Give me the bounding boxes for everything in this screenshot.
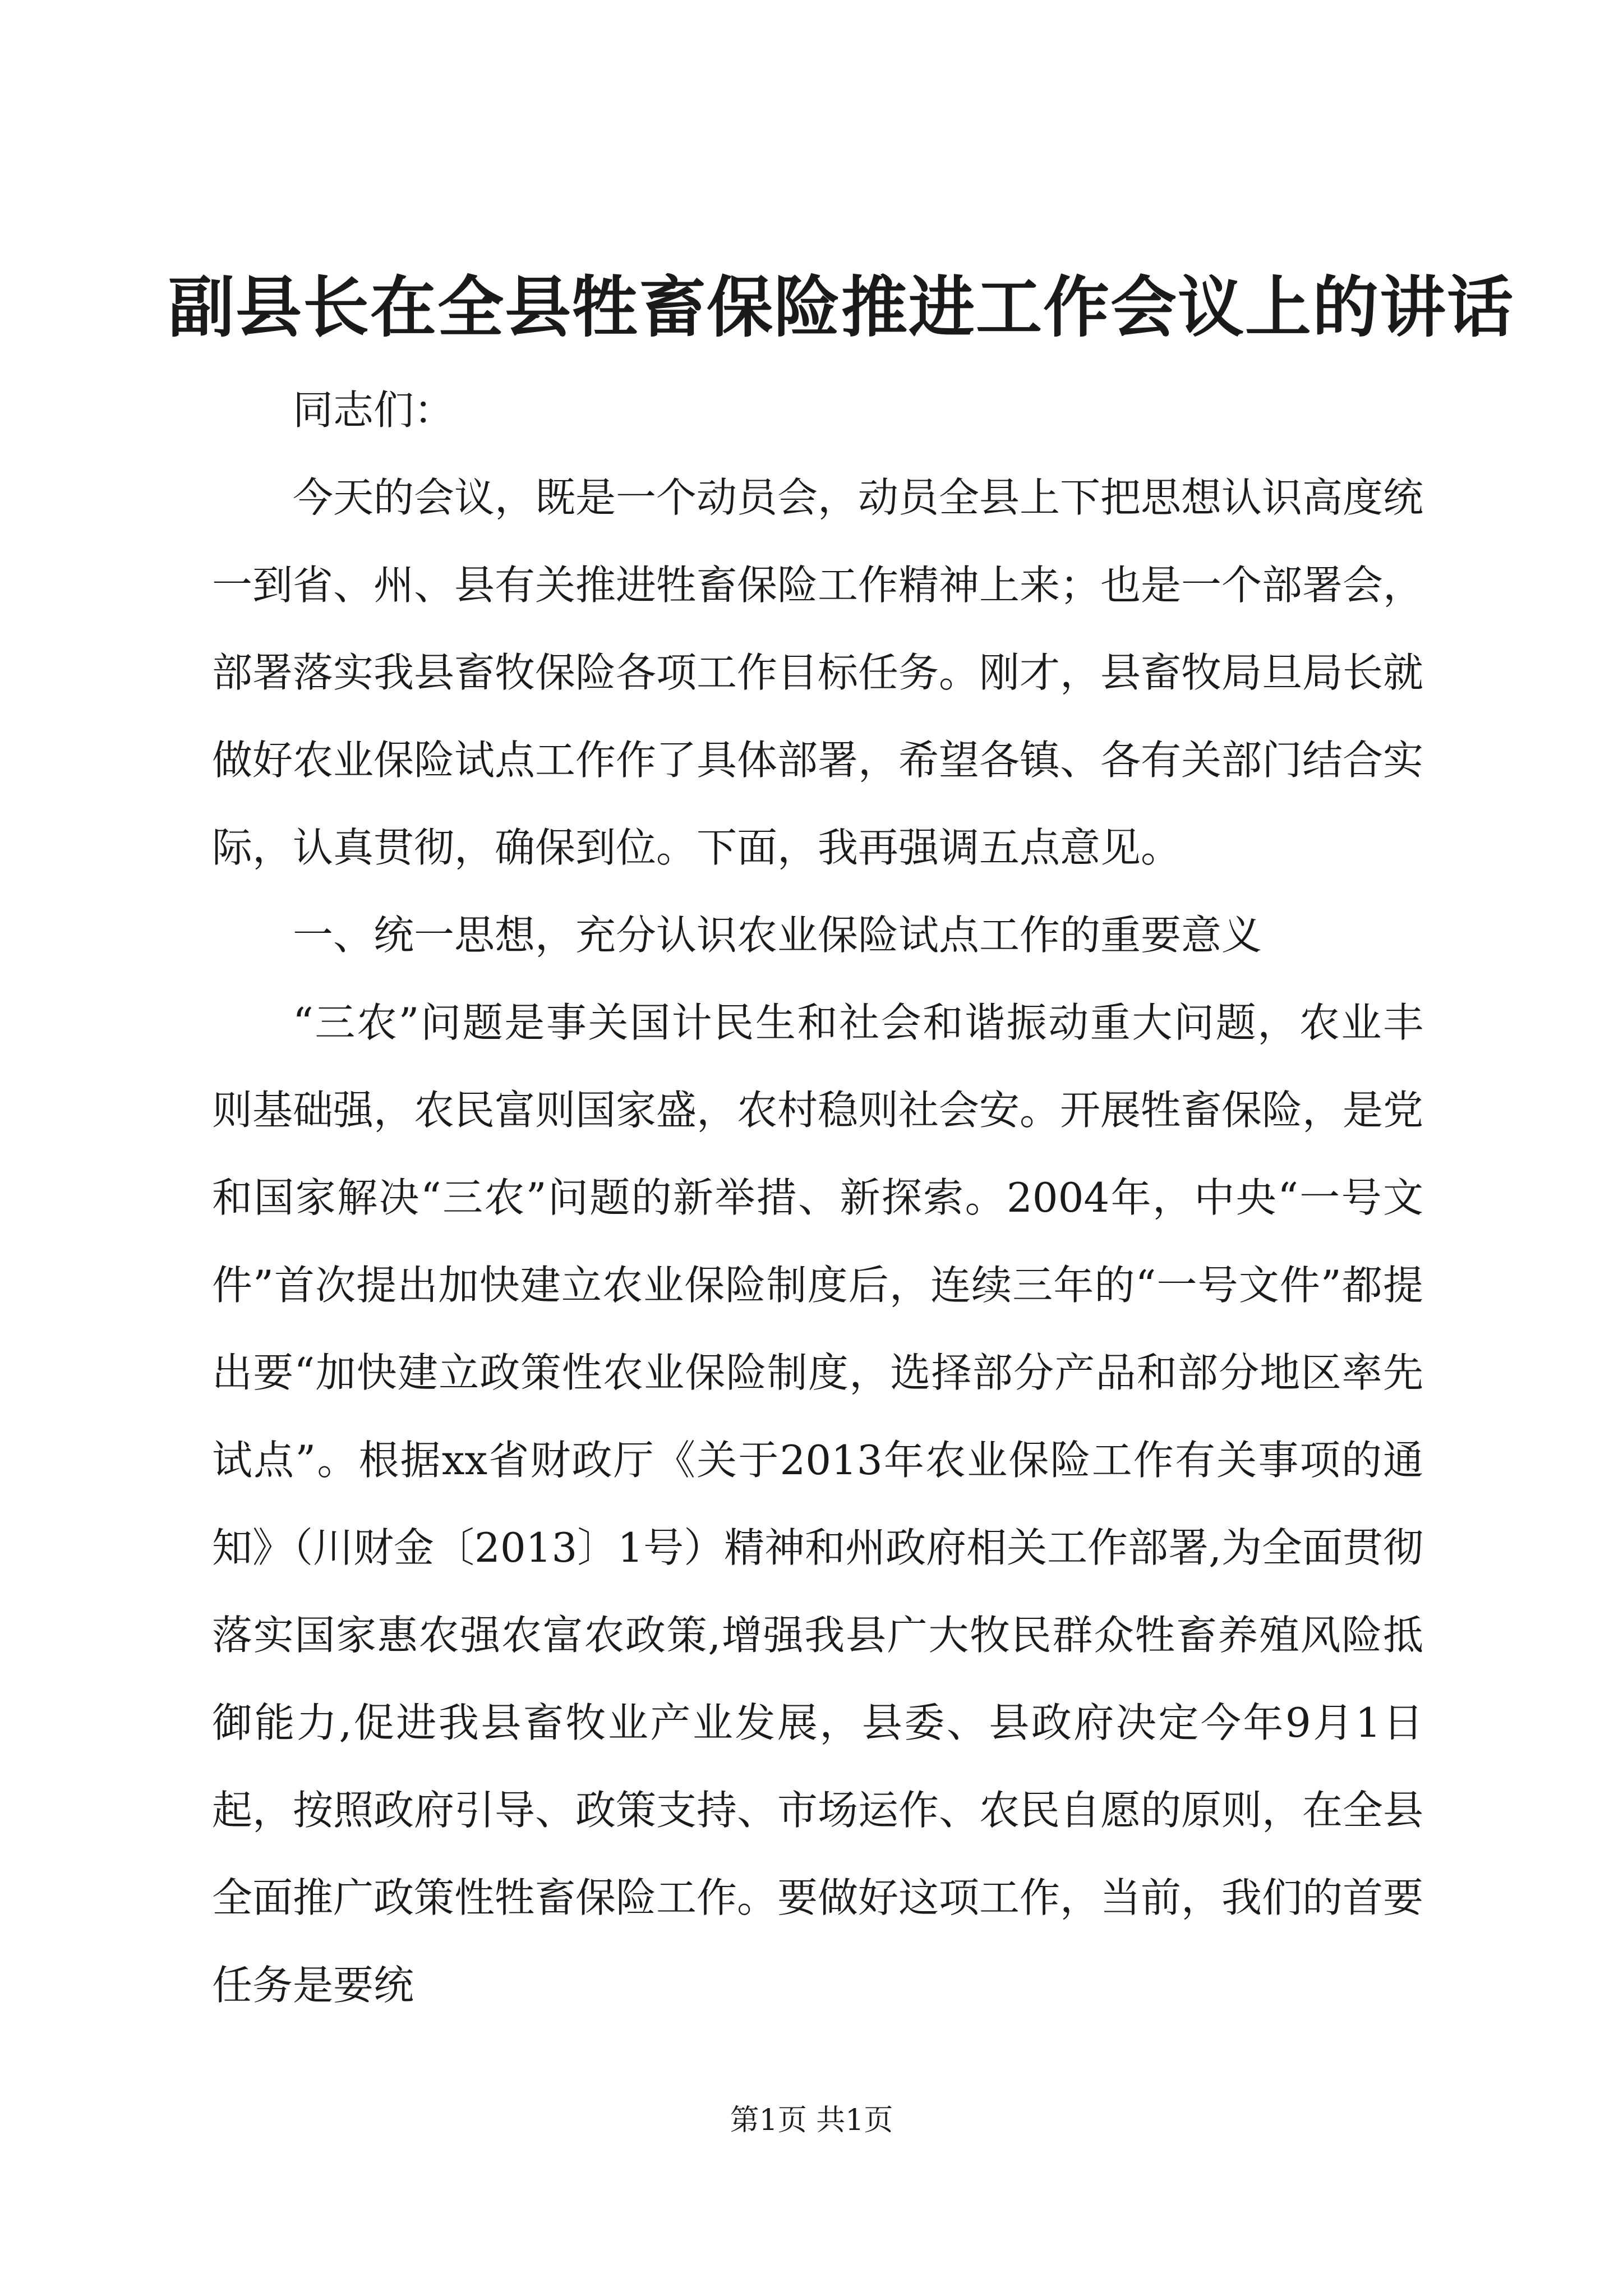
page-footer: 第1页 共1页 [730,2104,893,2137]
document-body [212,366,1423,2029]
document-title: 副县长在全县牲畜保险推进工作会议上的讲话 [168,268,1515,346]
paragraph-section-1: “三农”问题是事关国计民生和社会和谐振动重大问题，农业丰则基础强，农民富则国家盛，农村稳则社会安。开展牲畜保险，是党和国家解决“三农”问题的新举措、新探索。2004年，中央“一号文件”首次提出加快建立农业保险制度后，连续三年的“一号文件”都提出要“加快建立政策性农业保险制度，选择部分产品和部分地区率先试点”。根据xx省财政厅《关于2013年农业保险工作有关事项的通知》（川财金〔2013〕1号）精神和州政府相关工作部署,为全面贯彻落实国家惠农强农富农政策,增强我县广大牧民群众牲畜养殖风险抵御能力,促进我县畜牧业产业发展，县委、县政府决定今年9月1日起，按照政府引导、政策支持、市场运作、农民自愿的原则，在全县全面推广政策性牲畜保险工作。要做好这项工作，当前，我们的首要任务是要统 [212,999,1424,2009]
paragraph-intro: 今天的会议，既是一个动员会，动员全县上下把思想认识高度统一到省、州、县有关推进牲畜保险工作精神上来；也是一个部署会，部署落实我县畜牧保险各项工作目标任务。刚才，县畜牧局旦局长就做好农业保险试点工作作了具体部署，希望各镇、各有关部门结合实际，认真贯彻，确保到位。下面，我再强调五点意见。 [212,474,1424,871]
salutation: 同志们： [293,386,455,434]
section-heading-1: 一、统一思想，充分认识农业保险试点工作的重要意义 [293,912,1262,959]
